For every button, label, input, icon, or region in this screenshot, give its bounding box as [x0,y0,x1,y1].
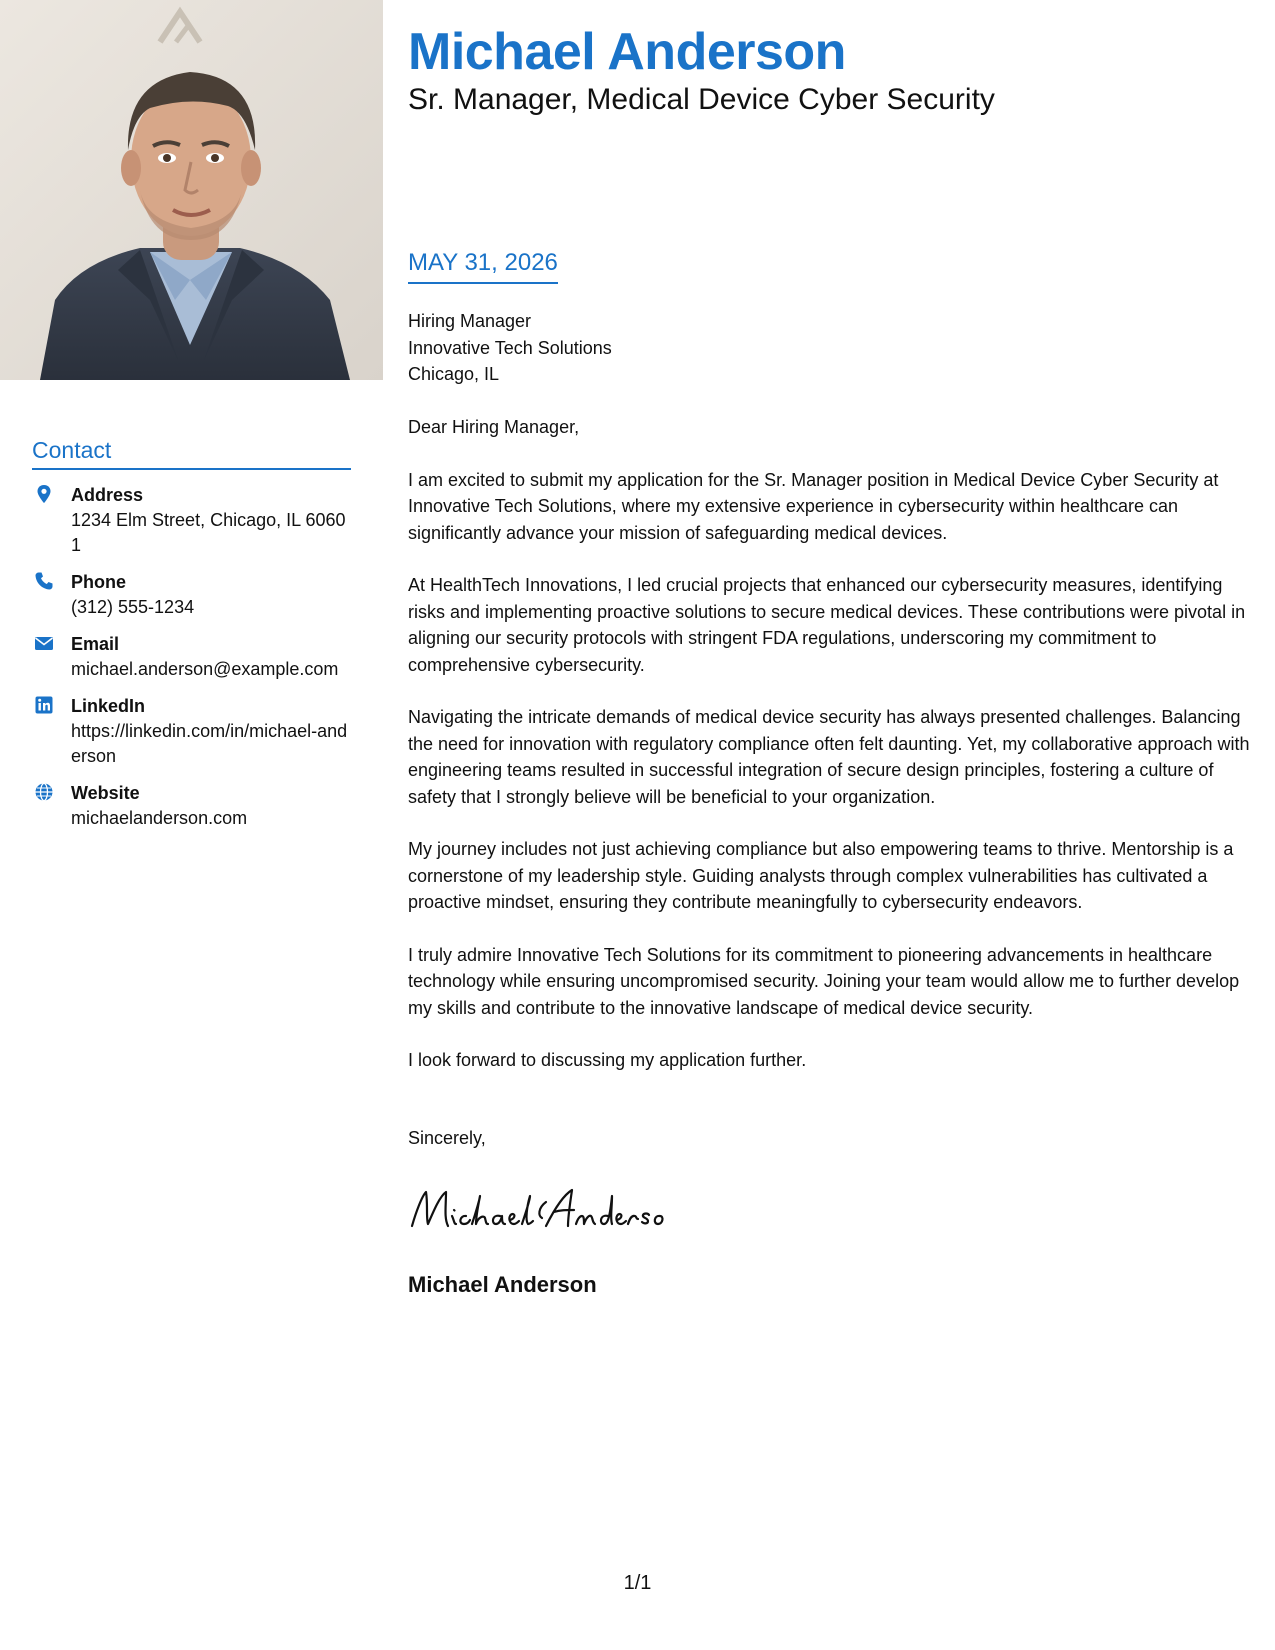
signer-name: Michael Anderson [408,1272,597,1297]
salutation: Dear Hiring Manager, [408,417,580,437]
letter-paragraph: My journey includes not just achieving compliance but also empowering teams to thrive. Mentorship is a cornerstone of my leadership style. Guiding analysts through complex vulnerabilities has cultivated a proactive mindset, ensuring they contribute meaningfully to cybersecurity endeavors. [408,839,1234,912]
contact-label: LinkedIn [71,696,146,716]
address-value: 1234 Elm Street, Chicago, IL 60601 [71,510,346,555]
contact-label: Email [71,634,120,654]
recipient-line: Chicago, IL [408,364,500,384]
contact-heading: Contact [32,437,351,470]
candidate-name: Michael Anderson [408,23,846,81]
globe-icon [34,782,54,802]
contact-address [32,483,352,558]
linkedin-icon [34,695,54,715]
closing: Sincerely, [408,1128,486,1148]
recipient-line: Innovative Tech Solutions [408,337,612,358]
job-title: Sr. Manager, Medical Device Cyber Security [408,83,995,116]
contact-label: Website [71,783,140,803]
contact-website [32,781,352,831]
recipient-block [408,308,612,388]
profile-photo [0,0,383,380]
linkedin-value[interactable]: https://linkedin.com/in/michael-anderson [71,721,348,766]
envelope-icon [34,633,54,653]
handwritten-signature [406,1182,666,1244]
map-pin-icon [34,484,54,504]
letter-paragraph: I look forward to discussing my application further. [408,1050,807,1070]
contact-linkedin [32,694,352,769]
contact-label: Address [71,485,144,505]
website-value[interactable]: michaelanderson.com [71,808,248,828]
letter-paragraph: At HealthTech Innovations, I led crucial projects that enhanced our cybersecurity measures, identifying risks and implementing proactive solutions to secure medical devices. These contributions were pivotal in aligning our security protocols with stringent FDA regulations, underscoring my commitment to comprehensive cybersecurity. [408,575,1246,675]
letter-date: MAY 31, 2026 [408,249,558,284]
contact-label: Phone [71,572,127,592]
email-value[interactable]: michael.anderson@example.com [71,659,339,679]
contact-phone [32,570,352,620]
letter-paragraph: Navigating the intricate demands of medical device security has always presented challenges. Balancing the need for innovation with regulatory compliance often felt daunting. Yet, my collaborative approach with engineering teams resulted in successful integration of secure design principles, fostering a culture of safety that I strongly believe will be beneficial to your organization. [408,707,1250,807]
phone-icon [34,571,54,591]
recipient-line: Hiring Manager [408,311,532,331]
phone-value: (312) 555-1234 [71,597,195,617]
letter-paragraph: I truly admire Innovative Tech Solutions for its commitment to pioneering advancements in healthcare technology while ensuring uncompromised security. Joining your team would allow me to further develop my skills and contribute to the innovative landscape of medical device security. [408,944,1240,1018]
page-number: 1/1 [623,1572,652,1594]
contact-list [32,483,352,843]
letter-body [408,414,1253,1100]
contact-email [32,632,352,682]
letter-paragraph: I am excited to submit my application for the Sr. Manager position in Medical Device Cyber Security at Innovative Tech Solutions, where my extensive experience in cybersecurity within healthcare can significantly advance your mission of safeguarding medical devices. [408,469,1219,543]
